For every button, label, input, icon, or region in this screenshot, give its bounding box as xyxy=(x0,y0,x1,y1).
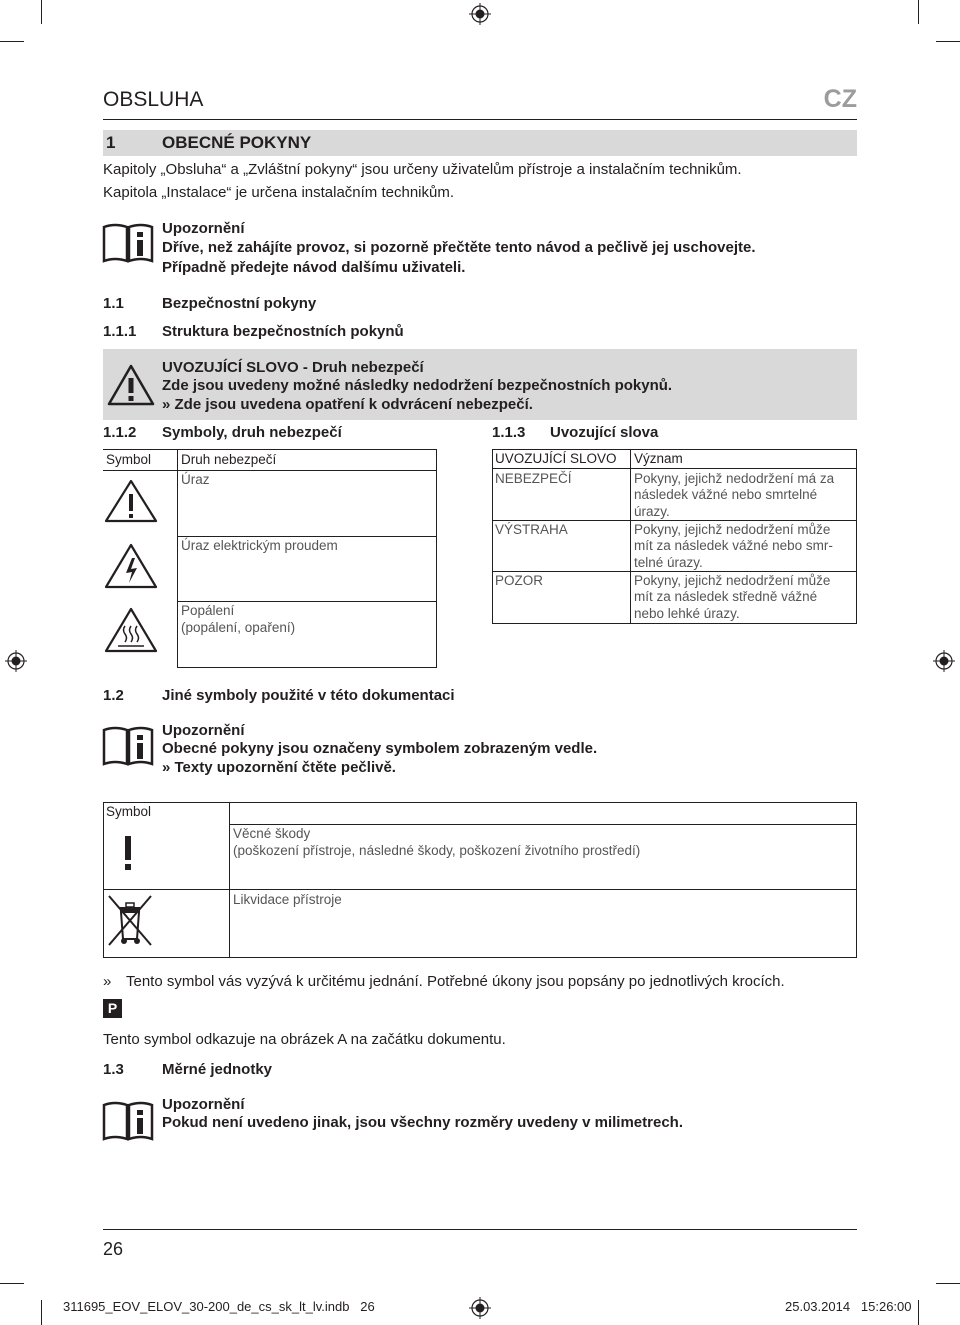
signal-meaning: úrazy. xyxy=(634,504,670,519)
signal-meaning: nebo lehké úrazy. xyxy=(634,606,740,621)
subsection-number: 1.2 xyxy=(103,687,124,704)
note-title: Upozornění xyxy=(162,1096,245,1113)
signal-word: VÝSTRAHA xyxy=(495,522,568,537)
subsection-title: Bezpečnostní pokyny xyxy=(162,295,317,312)
p-badge-text: Tento symbol odkazuje na obrázek A na začátku dokumentu. xyxy=(103,1031,506,1048)
registration-mark-icon xyxy=(933,650,955,672)
section-number: 1 xyxy=(106,133,116,152)
subsection-number: 1.1.3 xyxy=(492,424,526,441)
crop-mark xyxy=(0,1283,24,1284)
crop-mark xyxy=(918,0,919,24)
signal-meaning: Pokyny, jejichž nedodržení má za xyxy=(634,471,835,486)
hazard-label: Úraz xyxy=(181,472,210,487)
signal-word: POZOR xyxy=(495,573,544,588)
header-rule xyxy=(103,119,857,120)
subsection-number: 1.1.1 xyxy=(103,323,137,340)
table-header: Symbol xyxy=(106,804,152,819)
warning-triangle-icon xyxy=(103,478,159,524)
subsection-title: Struktura bezpečnostních pokynů xyxy=(162,323,404,340)
warning-triangle-icon xyxy=(107,364,155,406)
action-text: Tento symbol vás vyzývá k určitému jednání. Potřebné úkony jsou popsány po jednotlivých krocích. xyxy=(126,973,785,990)
language-code: CZ xyxy=(823,85,857,113)
section-intro: Kapitoly „Obsluha“ a „Zvláštní pokyny“ jsou určeny uživatelům přístroje a instalačním technikům. xyxy=(103,161,742,178)
subsection-title: Uvozující slova xyxy=(550,424,659,441)
footer-rule xyxy=(103,1229,857,1230)
p-badge xyxy=(103,999,122,1018)
action-mark: » xyxy=(103,973,112,990)
note-text: Dříve, než zahájíte provoz, si pozorně přečtěte tento návod a pečlivě jej uschovejte. xyxy=(162,239,756,256)
crop-mark xyxy=(41,1300,42,1325)
page-number: 26 xyxy=(103,1239,124,1259)
signal-meaning: následek vážné nebo smrtelné xyxy=(634,487,818,502)
hot-surface-icon xyxy=(103,606,159,654)
warning-signal-word: UVOZUJÍCÍ SLOVO - Druh nebezpečí xyxy=(162,359,424,376)
info-book-icon xyxy=(101,724,155,768)
registration-mark-icon xyxy=(5,650,27,672)
note-title: Upozornění xyxy=(162,220,245,237)
subsection-title: Symboly, druh nebezpečí xyxy=(162,424,342,441)
symbol-description: Věcné škody xyxy=(233,826,311,841)
table-header: UVOZUJÍCÍ SLOVO xyxy=(495,451,617,466)
section-title: OBECNÉ POKYNY xyxy=(162,133,312,152)
crop-mark xyxy=(936,41,960,42)
signal-meaning: Pokyny, jejichž nedodržení může xyxy=(634,522,831,537)
warning-action: » Zde jsou uvedena opatření k odvrácení nebezpečí. xyxy=(162,396,533,413)
signal-meaning: mít za následek středně vážné xyxy=(634,589,818,604)
signal-meaning: mít za následek vážné nebo smr- xyxy=(634,538,833,553)
table-header: Symbol xyxy=(106,452,152,467)
table-header: Význam xyxy=(634,451,683,466)
table-header: Druh nebezpečí xyxy=(181,452,277,467)
symbol-description: Likvidace přístroje xyxy=(233,892,342,907)
symbol-description: (poškození přístroje, následné škody, poškození životního prostředí) xyxy=(233,843,641,858)
signal-word: NEBEZPEČÍ xyxy=(495,471,572,486)
p-badge-letter: P xyxy=(107,1000,118,1016)
note-text: Případně předejte návod dalšímu uživateli. xyxy=(162,259,466,276)
registration-mark-icon xyxy=(469,1297,491,1319)
signal-meaning: telné úrazy. xyxy=(634,555,703,570)
signal-meaning: Pokyny, jejichž nedodržení může xyxy=(634,573,831,588)
crop-mark xyxy=(936,1283,960,1284)
subsection-number: 1.1.2 xyxy=(103,424,137,441)
note-text: » Texty upozornění čtěte pečlivě. xyxy=(162,759,396,776)
print-file-info: 311695_EOV_ELOV_30-200_de_cs_sk_lt_lv.indb 26 xyxy=(63,1299,375,1314)
crop-mark xyxy=(0,41,24,42)
subsection-title: Jiné symboly použité v této dokumentaci xyxy=(162,687,455,704)
exclamation-icon xyxy=(120,834,136,874)
page-title: OBSLUHA xyxy=(103,88,204,111)
warning-text: Zde jsou uvedeny možné následky nedodržení bezpečnostních pokynů. xyxy=(162,377,673,394)
hazard-label: Úraz elektrickým proudem xyxy=(181,538,338,553)
subsection-number: 1.3 xyxy=(103,1061,124,1078)
crop-mark xyxy=(918,1300,919,1325)
note-title: Upozornění xyxy=(162,722,245,739)
note-text: Obecné pokyny jsou označeny symbolem zobrazeným vedle. xyxy=(162,740,598,757)
crop-mark xyxy=(41,0,42,24)
registration-mark-icon xyxy=(469,3,491,25)
hazard-label: (popálení, opaření) xyxy=(181,620,296,635)
crossed-bin-icon xyxy=(104,893,156,949)
subsection-number: 1.1 xyxy=(103,295,124,312)
print-date: 25.03.2014 15:26:00 xyxy=(785,1299,912,1314)
hazard-label: Popálení xyxy=(181,603,235,618)
note-text: Pokud není uvedeno jinak, jsou všechny rozměry uvedeny v milimetrech. xyxy=(162,1114,684,1131)
subsection-title: Měrné jednotky xyxy=(162,1061,273,1078)
info-book-icon xyxy=(101,1099,155,1143)
info-book-icon xyxy=(101,221,155,265)
section-intro: Kapitola „Instalace“ je určena instalačním technikům. xyxy=(103,184,455,201)
electric-shock-icon xyxy=(103,542,159,590)
